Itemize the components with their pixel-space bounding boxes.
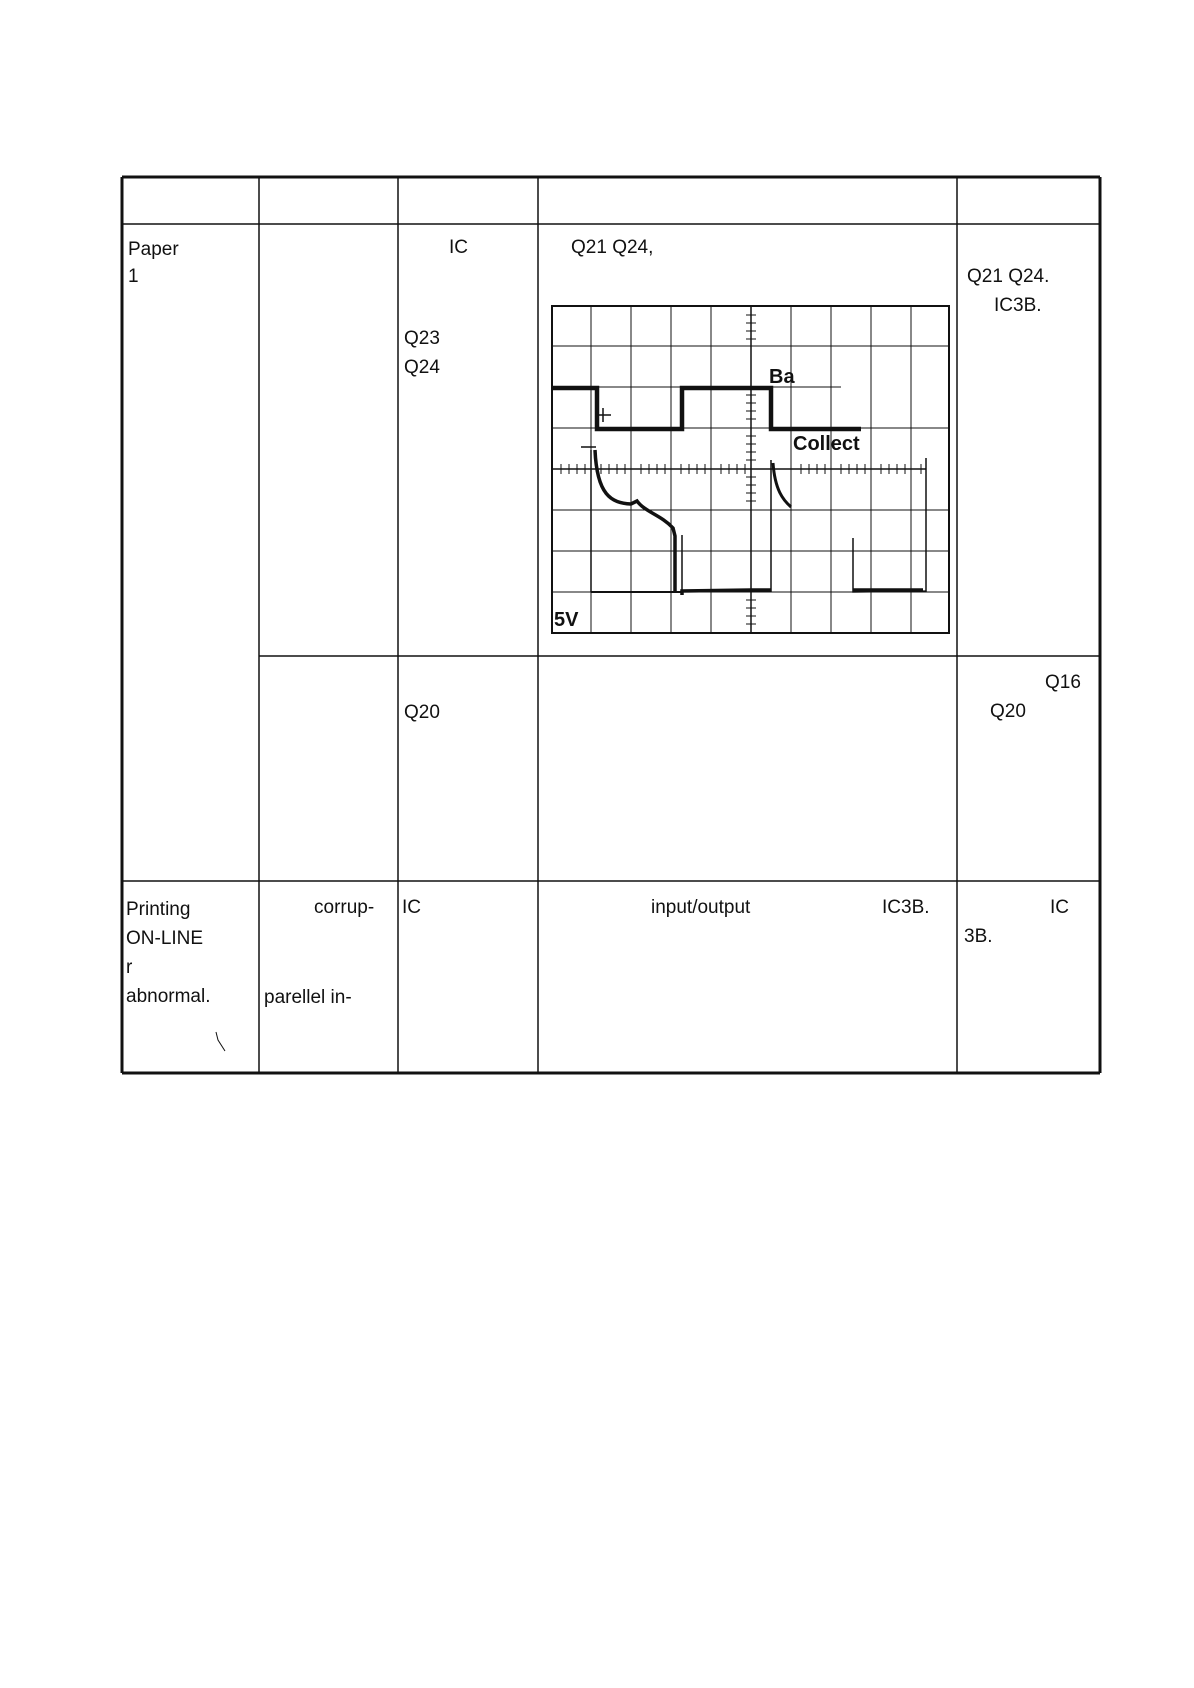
row2-check-line1: input/output: [651, 897, 751, 918]
row2-check-line2: IC3B.: [882, 897, 930, 918]
scope-base-trace: [552, 388, 861, 429]
scope-label-5v: 5V: [554, 609, 579, 631]
row1b-remedy-line1: Q16: [1045, 672, 1081, 693]
row2-remedy-line1: IC: [1050, 897, 1069, 918]
row2-cause-line1: IC: [402, 897, 421, 918]
row2-symptom-line2: ON-LINE: [126, 928, 204, 949]
scope-label-collector: Collect: [793, 433, 860, 455]
row2-symptom-line3: r: [126, 957, 133, 978]
row1-symptom-line1: Paper: [128, 239, 179, 260]
row2-symptom-line4: abnormal.: [126, 986, 211, 1007]
row1-remedy-line1: Q21 Q24.: [967, 266, 1050, 287]
row1b-remedy-line2: Q20: [990, 701, 1026, 722]
row2-remedy-line2: 3B.: [964, 926, 993, 947]
row2-condition-line2: parellel in-: [264, 987, 352, 1008]
scope-label-base: Ba: [769, 366, 795, 388]
stray-mark: [214, 1030, 228, 1054]
row1-remedy-line2: IC3B.: [994, 295, 1042, 316]
oscilloscope-waveform: [551, 305, 951, 635]
row2-condition-line1: corrup-: [314, 897, 375, 918]
row1-cause-line1: IC: [449, 237, 468, 258]
row1-symptom-line2: 1: [128, 266, 139, 287]
row1-check-line1: Q21 Q24,: [571, 237, 654, 258]
row1-cause-line3: Q24: [404, 357, 440, 378]
row2-symptom-line1: Printing: [126, 899, 191, 920]
row1b-cause-line1: Q20: [404, 702, 440, 723]
row1-cause-line2: Q23: [404, 328, 440, 349]
